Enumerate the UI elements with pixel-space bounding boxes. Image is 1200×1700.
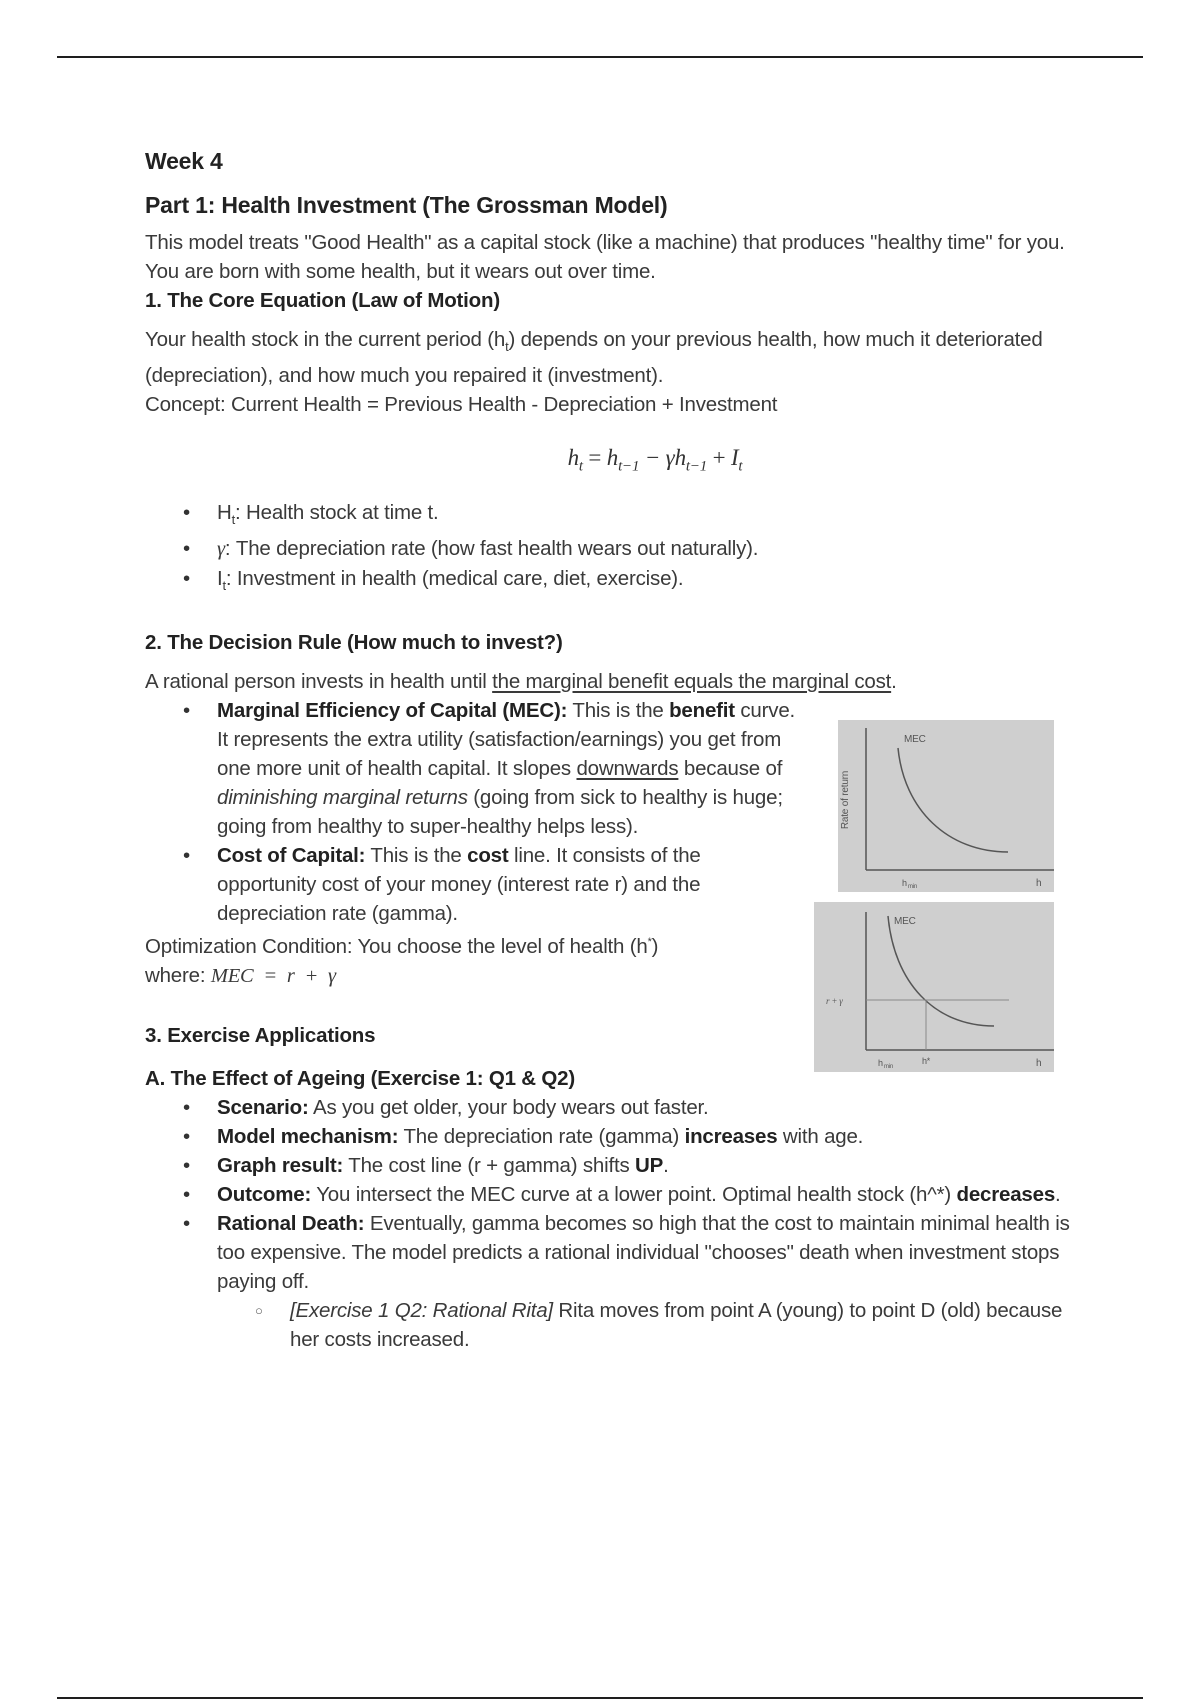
concept-line: Concept: Current Health = Previous Health - Depreciation + Investment (145, 393, 778, 417)
hmin-tick: h (878, 1057, 883, 1068)
document-body (145, 146, 1095, 1354)
list-item-cost: • Cost of Capital: This is the cost line. It consists of the opportunity cost of your money (interest rate r) and the depreciation rate (gamma). (145, 841, 805, 928)
decision-rule: A rational person invests in health until the marginal benefit equals the marginal cost. (145, 669, 897, 693)
optimum-graph (814, 902, 1054, 1072)
curve-label: MEC (894, 915, 916, 927)
ageing-effects (145, 1093, 1095, 1296)
list-item: • $H_t$: Health stock at time t. (145, 498, 1095, 534)
list-item: • Graph result: The cost line (r + gamma) shifts UP. (145, 1151, 1095, 1180)
intro-paragraph: This model treats "Good Health" as a capital stock (like a machine) that produces "healthy time" for you. You are born with some health, but it wears out over time. (145, 231, 1065, 283)
x-axis-label: h (1036, 1057, 1042, 1069)
curve-label: MEC (904, 733, 926, 745)
x-axis-label: h (1036, 877, 1042, 889)
law-of-motion-equation: $h_t = h_{t-1} - \gamma h_{t-1} + I_t$ (567, 445, 743, 475)
section3-heading: 3. Exercise Applications (145, 1023, 376, 1047)
exercise-note (145, 1296, 1095, 1354)
hstar-tick: h* (922, 1055, 931, 1066)
list-item: ○ [Exercise 1 Q2: Rational Rita] Rita moves from point A (young) to point D (old) because her costs increased. (145, 1296, 1095, 1354)
week-title: Week 4 (145, 148, 223, 174)
list-item: • Rational Death: Eventually, gamma becomes so high that the cost to maintain minimal health is too expensive. The model predicts a rational individual "chooses" death when investment stops paying off. (145, 1209, 1095, 1296)
mec-graph (838, 720, 1054, 892)
list-item: • Outcome: You intersect the MEC curve at a lower point. Optimal health stock (h^*) decreases. (145, 1180, 1095, 1209)
y-axis-label: Rate of return (840, 770, 851, 830)
curve-definitions (145, 696, 805, 928)
list-item-mec: • Marginal Efficiency of Capital (MEC): This is the benefit curve. It represents the extra utility (satisfaction/earnings) you get from one more unit of health capital. It slopes downwards because of diminishing marginal returns (going from sick to healthy is huge; going from healthy to super-healthy helps less). (145, 696, 805, 841)
list-item: • Model mechanism: The depreciation rate (gamma) increases with age. (145, 1122, 1095, 1151)
variable-definitions (145, 498, 1095, 600)
part-title: Part 1: Health Investment (The Grossman Model) (145, 192, 668, 218)
footer-rule (57, 1697, 1143, 1699)
section1-heading: 1. The Core Equation (Law of Motion) (145, 289, 500, 312)
list-item: • $I_t$: Investment in health (medical care, diet, exercise). (145, 564, 1095, 600)
list-item: • γ: The depreciation rate (how fast health wears out naturally). (145, 534, 1095, 564)
list-item: • Scenario: As you get older, your body wears out faster. (145, 1093, 1095, 1122)
header-rule (57, 56, 1143, 58)
svg-text:min: min (908, 883, 918, 890)
section3-subheading: A. The Effect of Ageing (Exercise 1: Q1 & Q2) (145, 1066, 575, 1090)
optimization-condition: Optimization Condition: You choose the level of health (h*) (145, 934, 659, 958)
optimization-formula: where: MEC = r + γ (145, 963, 336, 987)
section2-heading: 2. The Decision Rule (How much to invest?) (145, 630, 563, 654)
hmin-tick: h (902, 877, 907, 888)
svg-text:min: min (884, 1063, 894, 1070)
section1-paragraph: Your health stock in the current period $(h_t)$ depends on your previous health, how much it deteriorated (depreciation), and how much you repaired it (investment). (145, 328, 1043, 388)
cost-line-label: r + γ (826, 995, 843, 1006)
